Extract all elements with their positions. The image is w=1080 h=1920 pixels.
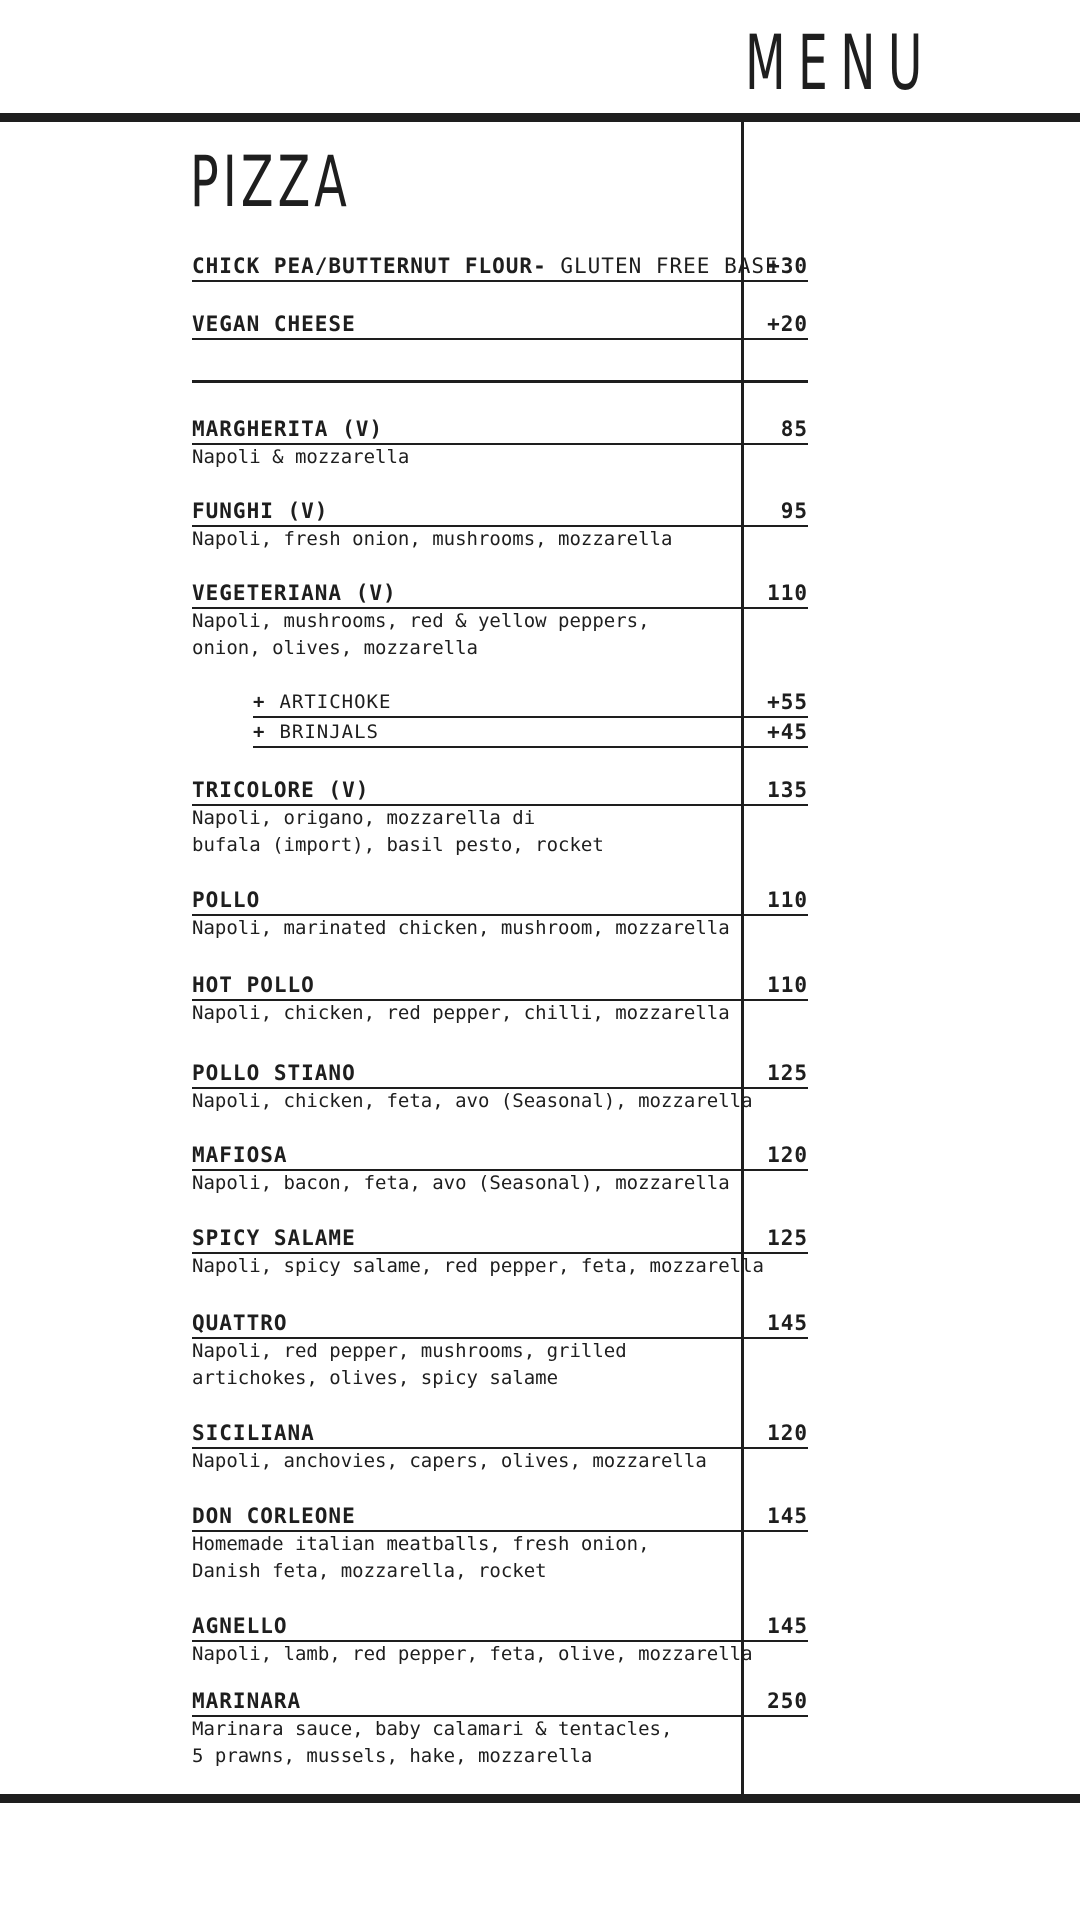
menu-item-row [192, 577, 808, 609]
menu-item-row [192, 969, 808, 1001]
menu-item-description: Napoli, marinated chicken, mushroom, mozzarella [192, 917, 730, 939]
addon-row [253, 686, 808, 718]
menu-item-description: Homemade italian meatballs, fresh onion, Danish feta, mozzarella, rocket [192, 1533, 650, 1582]
menu-item-row [192, 884, 808, 916]
menu-item-name: FUNGHI (V) [192, 499, 329, 523]
extra-name [192, 312, 356, 336]
menu-item-description: Napoli, chicken, red pepper, chilli, mozzarella [192, 1002, 730, 1024]
extra-price: +30 [767, 254, 808, 278]
addon-price: +45 [767, 720, 808, 744]
menu-item-row [192, 1417, 808, 1449]
bottom-divider [0, 1794, 1080, 1803]
menu-item-price: 120 [767, 1143, 808, 1167]
menu-item-row [192, 1139, 808, 1171]
menu-item-description: Napoli, fresh onion, mushrooms, mozzarella [192, 528, 673, 550]
menu-item-name: DON CORLEONE [192, 1504, 356, 1528]
menu-item-description: Napoli, origano, mozzarella di bufala (import), basil pesto, rocket [192, 807, 604, 856]
plus-icon: + [253, 721, 266, 743]
section-title: PIZZA [190, 141, 351, 223]
menu-item-row [192, 1500, 808, 1532]
menu-item-price: 120 [767, 1421, 808, 1445]
menu-item-price: 145 [767, 1504, 808, 1528]
menu-item-row [192, 774, 808, 806]
menu-item-description: Napoli, bacon, feta, avo (Seasonal), mozzarella [192, 1172, 730, 1194]
menu-item-row [192, 1610, 808, 1642]
menu-item-name: POLLO [192, 888, 261, 912]
menu-item-row [192, 495, 808, 527]
menu-item-description: Napoli & mozzarella [192, 446, 410, 468]
menu-item-price: 125 [767, 1061, 808, 1085]
menu-item-price: 110 [767, 973, 808, 997]
menu-item-name: SICILIANA [192, 1421, 315, 1445]
menu-item-name: HOT POLLO [192, 973, 315, 997]
addon-name: + BRINJALS [253, 721, 379, 743]
menu-item-price: 145 [767, 1614, 808, 1638]
menu-item-name: TRICOLORE (V) [192, 778, 370, 802]
top-divider [0, 113, 1080, 122]
extra-price: +20 [767, 312, 808, 336]
menu-item-name: QUATTRO [192, 1311, 288, 1335]
menu-item-name: VEGETERIANA (V) [192, 581, 397, 605]
menu-item-name: MARGHERITA (V) [192, 417, 384, 441]
menu-item-row [192, 1685, 808, 1717]
plus-icon: + [253, 691, 266, 713]
menu-item-description: Napoli, red pepper, mushrooms, grilled artichokes, olives, spicy salame [192, 1340, 627, 1389]
menu-item-price: 145 [767, 1311, 808, 1335]
menu-item-name: POLLO STIANO [192, 1061, 356, 1085]
extra-name-bold: CHICK PEA/BUTTERNUT FLOUR- [192, 254, 547, 278]
menu-item-name: MAFIOSA [192, 1143, 288, 1167]
addon-name: + ARTICHOKE [253, 691, 392, 713]
menu-item-description: Napoli, lamb, red pepper, feta, olive, mozzarella [192, 1643, 753, 1665]
menu-item-description: Napoli, anchovies, capers, olives, mozzarella [192, 1450, 707, 1472]
addon-row [253, 716, 808, 748]
extra-name-light: GLUTEN FREE BASE [546, 254, 779, 278]
extra-row [192, 308, 808, 340]
menu-item-row [192, 1222, 808, 1254]
menu-item-name: AGNELLO [192, 1614, 288, 1638]
extra-name [192, 254, 779, 278]
addon-price: +55 [767, 690, 808, 714]
menu-item-price: 85 [780, 417, 808, 441]
menu-item-row [192, 413, 808, 445]
menu-item-price: 250 [767, 1689, 808, 1713]
menu-item-price: 125 [767, 1226, 808, 1250]
menu-item-price: 110 [767, 888, 808, 912]
menu-item-description: Marinara sauce, baby calamari & tentacles, 5 prawns, mussels, hake, mozzarella [192, 1718, 673, 1767]
menu-item-description: Napoli, spicy salame, red pepper, feta, mozzarella [192, 1255, 764, 1277]
menu-item-price: 110 [767, 581, 808, 605]
extra-name-bold: VEGAN CHEESE [192, 312, 356, 336]
menu-item-name: SPICY SALAME [192, 1226, 356, 1250]
menu-item-price: 95 [780, 499, 808, 523]
menu-item-name: MARINARA [192, 1689, 302, 1713]
menu-item-description: Napoli, mushrooms, red & yellow peppers, onion, olives, mozzarella [192, 610, 650, 659]
menu-item-description: Napoli, chicken, feta, avo (Seasonal), mozzarella [192, 1090, 753, 1112]
menu-item-row [192, 1307, 808, 1339]
menu-item-price: 135 [767, 778, 808, 802]
extras-divider [192, 350, 808, 383]
extra-row [192, 250, 808, 282]
menu-title: MENU [745, 18, 935, 107]
menu-item-row [192, 1057, 808, 1089]
